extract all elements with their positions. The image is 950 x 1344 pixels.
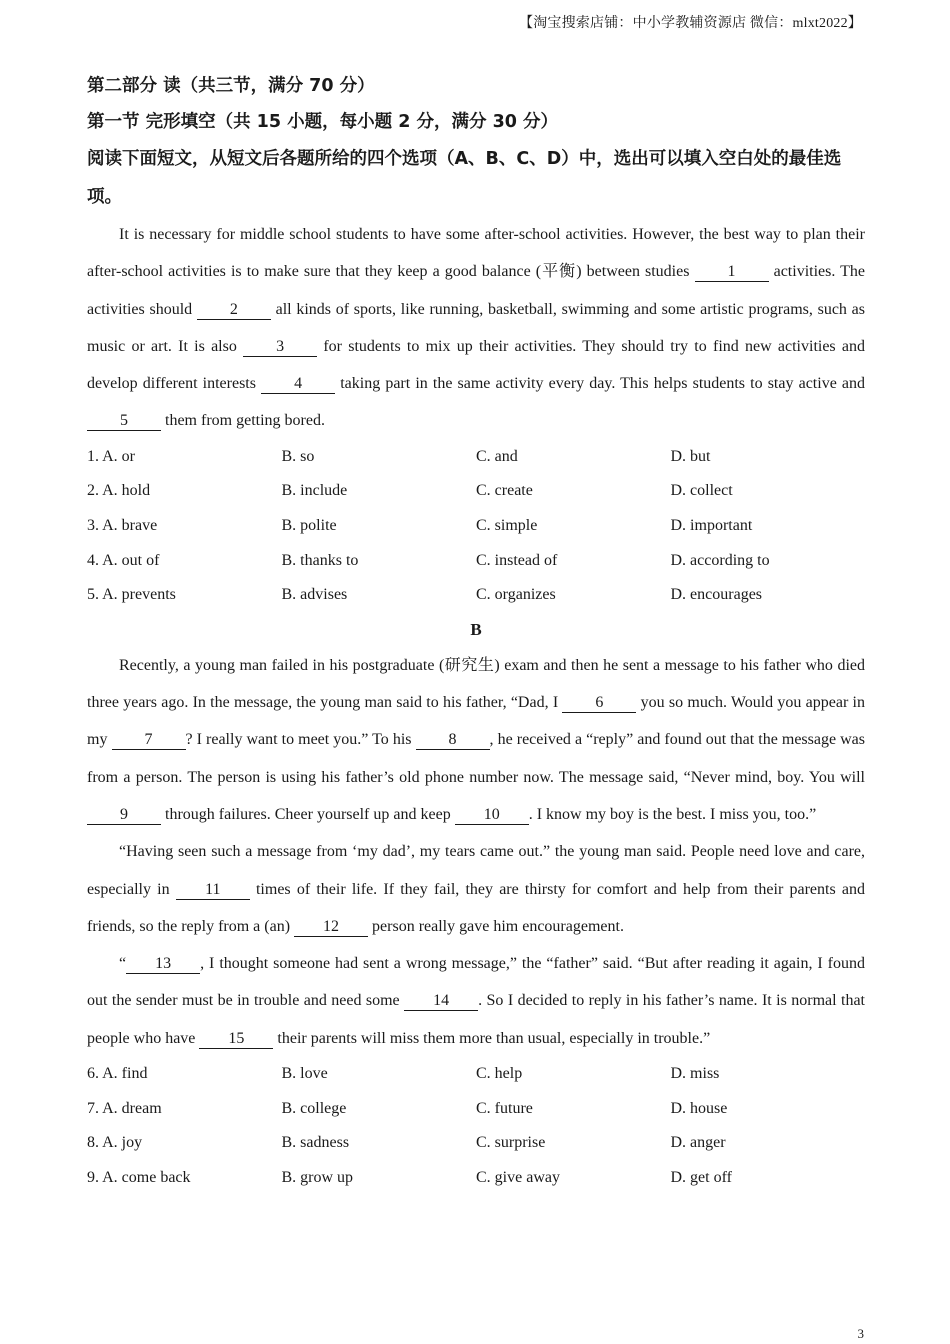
question-row bbox=[87, 1057, 865, 1092]
option-d: D. encourages bbox=[670, 586, 763, 604]
option-c: C. instead of bbox=[476, 551, 558, 569]
question-row bbox=[87, 1126, 865, 1161]
question-row bbox=[87, 440, 865, 475]
question-row bbox=[87, 544, 865, 579]
blank-12: 12 bbox=[294, 918, 368, 937]
option-a: 8. A. joy bbox=[87, 1134, 143, 1152]
passage-b-paragraph-1: Recently, a young man failed in his postgraduate (研究生) exam and then he sent a message to his father who died three years ago. In the message, the young man said to his father, “Dad, I 6 you so much. Would you appear in my 7 ? I really want to meet you.” To his 8 , he received a “reply” and found out that the message was from a person. The person is using his father’s old phone number now. The message said, “Never mind, boy. You will 9 through failures. Cheer yourself up and keep 10 . I know my boy is the best. I miss you, too.” bbox=[87, 656, 866, 823]
passage-a-paragraph: It is necessary for middle school students to have some after-school activities. However, the best way to plan their after-school activities is to make sure that they keep a good balance (平衡) between studies 1 activities. The activities should 2 all kinds of sports, like running, basketball, swimming and some artistic programs, such as music or art. It is also 3 for students to mix up their activities. They should try to find new activities and develop different interests 4 taking part in the same activity every day. This helps students to stay active and 5 them from getting bored. bbox=[87, 226, 866, 430]
blank-4: 4 bbox=[261, 375, 335, 394]
section-title: 第一节 完形填空（共 15 小题，每小题 2 分，满分 30 分） bbox=[87, 112, 559, 132]
question-row bbox=[87, 1092, 865, 1127]
blank-9: 9 bbox=[87, 806, 161, 825]
shop-header: 【淘宝搜索店铺：中小学教辅资源店 微信：mlxt2022】 bbox=[519, 16, 862, 31]
option-d: D. collect bbox=[670, 482, 733, 500]
option-c: C. future bbox=[476, 1099, 533, 1117]
passage-b-options bbox=[87, 1057, 865, 1195]
option-b: B. love bbox=[281, 1065, 328, 1083]
option-a: 6. A. find bbox=[87, 1065, 148, 1083]
blank-8: 8 bbox=[416, 731, 490, 750]
option-b: B. advises bbox=[281, 586, 348, 604]
blank-14: 14 bbox=[404, 992, 478, 1011]
blank-3: 3 bbox=[243, 338, 317, 357]
passage-b-paragraph-2: “Having seen such a message from ‘my dad’, my tears came out.” the young man said. People need love and care, especially in 11 times of their life. If they fail, they are thirsty for comfort and help from their parents and friends, so the reply from a (an) 12 person really gave him encouragement. bbox=[87, 843, 865, 935]
blank-1: 1 bbox=[695, 263, 769, 282]
blank-10: 10 bbox=[455, 806, 529, 825]
question-row bbox=[87, 474, 865, 509]
option-b: B. college bbox=[281, 1099, 347, 1117]
option-c: C. surprise bbox=[476, 1134, 546, 1152]
option-d: D. get off bbox=[670, 1168, 732, 1186]
blank-11: 11 bbox=[176, 881, 250, 900]
question-row bbox=[87, 578, 865, 613]
option-c: C. create bbox=[476, 482, 533, 500]
option-d: D. important bbox=[670, 516, 753, 534]
option-b: B. include bbox=[281, 482, 348, 500]
option-a: 1. A. or bbox=[87, 447, 135, 465]
option-b: B. so bbox=[281, 447, 315, 465]
option-c: C. organizes bbox=[476, 586, 556, 604]
question-row bbox=[87, 509, 865, 544]
option-a: 2. A. hold bbox=[87, 482, 151, 500]
option-c: C. give away bbox=[476, 1168, 560, 1186]
passage-b-paragraph-3: “ 13 , I thought someone had sent a wrong message,” the “father” said. “But after reading it again, I found out the sender must be in trouble and need some 14 . So I decided to reply in his father’s name. It is normal that people who have 15 their parents will miss them more than usual, especially in trouble.” bbox=[87, 955, 866, 1047]
option-d: D. anger bbox=[670, 1134, 726, 1152]
blank-13: 13 bbox=[126, 955, 200, 974]
option-d: D. house bbox=[670, 1099, 728, 1117]
part-title: 第二部分 读（共三节，满分 70 分） bbox=[87, 76, 375, 96]
option-d: D. according to bbox=[670, 551, 770, 569]
option-a: 3. A. brave bbox=[87, 516, 158, 534]
option-c: C. simple bbox=[476, 516, 538, 534]
option-a: 9. A. come back bbox=[87, 1168, 191, 1186]
page-number: 3 bbox=[857, 1326, 864, 1341]
passage-b-title: B bbox=[470, 619, 482, 639]
exam-content bbox=[87, 68, 865, 1195]
option-d: D. but bbox=[670, 447, 711, 465]
option-b: B. thanks to bbox=[281, 551, 359, 569]
option-a: 4. A. out of bbox=[87, 551, 160, 569]
option-a: 7. A. dream bbox=[87, 1099, 162, 1117]
option-d: D. miss bbox=[670, 1065, 720, 1083]
option-b: B. sadness bbox=[281, 1134, 350, 1152]
blank-7: 7 bbox=[112, 731, 186, 750]
instruction: 阅读下面短文，从短文后各题所给的四个选项（A、B、C、D）中，选出可以填入空白处的最佳选项。 bbox=[87, 149, 842, 207]
option-c: C. and bbox=[476, 447, 518, 465]
blank-6: 6 bbox=[562, 694, 636, 713]
blank-2: 2 bbox=[197, 301, 271, 320]
option-c: C. help bbox=[476, 1065, 523, 1083]
option-a: 5. A. prevents bbox=[87, 586, 176, 604]
question-row bbox=[87, 1161, 865, 1196]
blank-5: 5 bbox=[87, 412, 161, 431]
passage-a-options bbox=[87, 440, 865, 613]
option-b: B. polite bbox=[281, 516, 337, 534]
option-b: B. grow up bbox=[281, 1168, 354, 1186]
blank-15: 15 bbox=[199, 1030, 273, 1049]
